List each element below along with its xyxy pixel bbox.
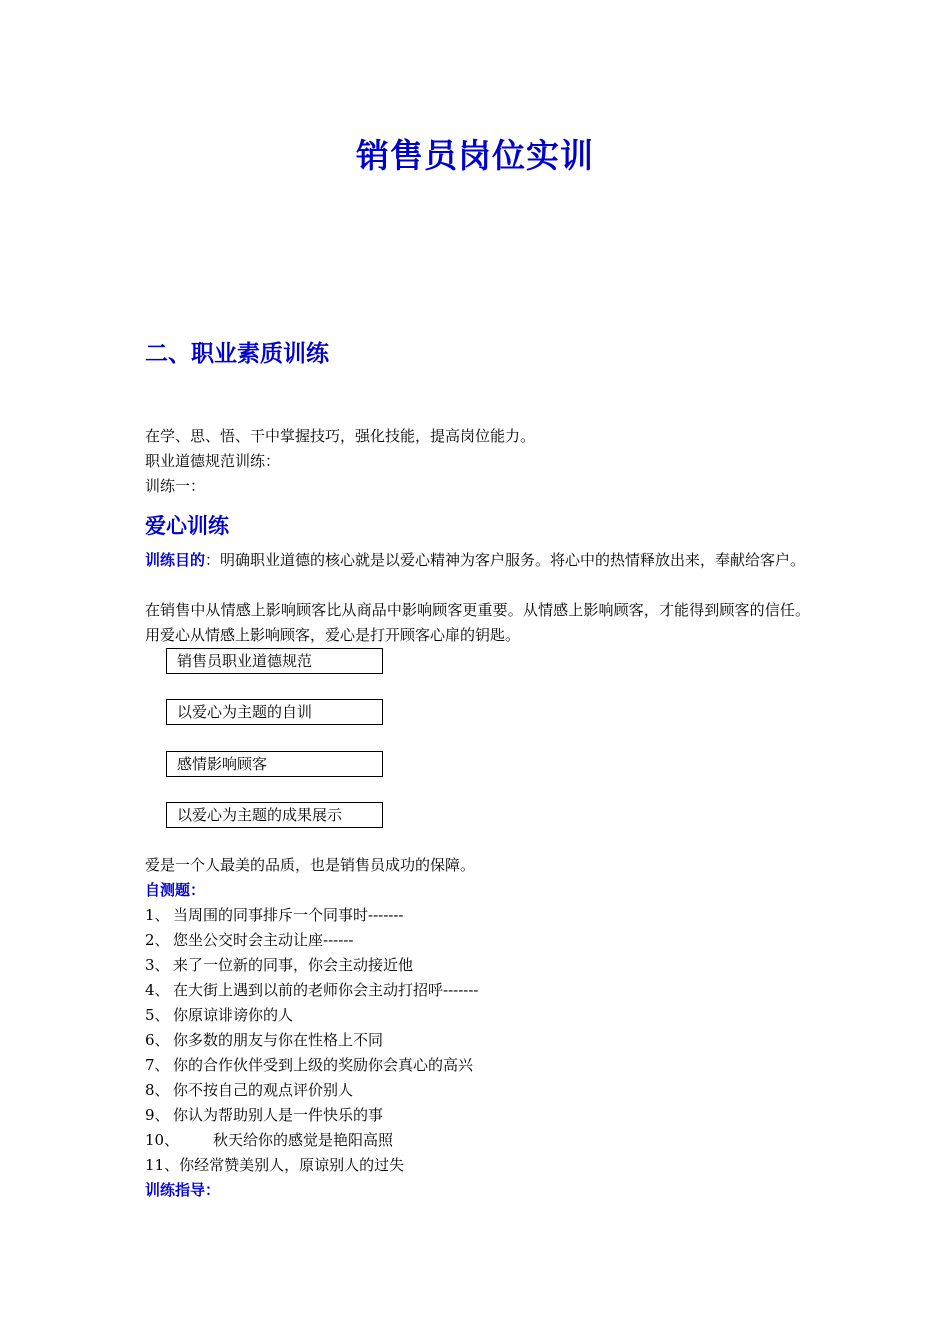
flow-box: 以爱心为主题的自训 <box>166 699 383 725</box>
purpose-paragraph <box>145 548 810 573</box>
question-item <box>145 978 478 1003</box>
sub-heading: 爱心训练 <box>145 514 229 538</box>
question-text: 在大街上遇到以前的老师你会主动打招呼------- <box>173 981 479 999</box>
purpose-text: 明确职业道德的核心就是以爱心精神为客户服务。将心中的热情释放出来，奉献给客户。 <box>220 551 806 569</box>
question-text: 你多数的朋友与你在性格上不同 <box>173 1031 384 1049</box>
question-item <box>145 1128 393 1153</box>
question-text: 你的合作伙伴受到上级的奖励你会真心的高兴 <box>173 1056 474 1074</box>
document-title: 销售员岗位实训 <box>356 136 594 175</box>
question-text: 秋天给你的感觉是艳阳高照 <box>213 1131 394 1149</box>
question-text: 你经常赞美别人，原谅别人的过失 <box>179 1156 405 1174</box>
question-item <box>145 1003 293 1028</box>
flow-box: 感情影响顾客 <box>166 751 383 777</box>
question-item <box>145 1053 473 1078</box>
question-number: 8、 <box>145 1081 170 1099</box>
purpose-colon: ： <box>205 551 221 569</box>
self-test-label-text: 自测题： <box>145 881 206 899</box>
question-number: 10、 <box>145 1131 180 1149</box>
question-text: 你原谅诽谤你的人 <box>173 1006 294 1024</box>
question-text: 来了一位新的同事，你会主动接近他 <box>173 956 414 974</box>
question-text: 你不按自己的观点评价别人 <box>173 1081 354 1099</box>
self-test-label <box>145 878 205 903</box>
guidance-label-text: 训练指导： <box>145 1181 221 1199</box>
question-number: 3、 <box>145 956 170 974</box>
question-item <box>145 903 403 928</box>
question-item <box>145 928 353 953</box>
question-number: 1、 <box>145 906 170 924</box>
intro-line: 在学、思、悟、干中掌握技巧，强化技能，提高岗位能力。 <box>145 427 536 445</box>
question-number: 5、 <box>145 1006 170 1024</box>
question-number: 4、 <box>145 981 170 999</box>
guidance-label <box>145 1178 220 1203</box>
question-text: 你认为帮助别人是一件快乐的事 <box>173 1106 384 1124</box>
intro-line: 训练一： <box>145 477 206 495</box>
question-number: 7、 <box>145 1056 170 1074</box>
question-number: 6、 <box>145 1031 170 1049</box>
question-text: 当周围的同事排斥一个同事时------- <box>173 906 404 924</box>
question-item <box>145 1028 383 1053</box>
question-text: 您坐公交时会主动让座------ <box>173 931 354 949</box>
question-item <box>145 1153 404 1178</box>
question-number: 11、 <box>145 1156 180 1174</box>
flow-box: 销售员职业道德规范 <box>166 648 383 674</box>
question-item <box>145 1078 353 1103</box>
section-heading: 二、职业素质训练 <box>145 341 329 367</box>
flow-box: 以爱心为主题的成果展示 <box>166 802 383 828</box>
question-number: 2、 <box>145 931 170 949</box>
question-item <box>145 1103 383 1128</box>
body-paragraph: 在销售中从情感上影响顾客比从商品中影响顾客更重要。从情感上影响顾客，才能得到顾客的信任。用爱心从情感上影响顾客，爱心是打开顾客心扉的钥匙。 <box>145 601 810 644</box>
question-item <box>145 953 413 978</box>
question-number: 9、 <box>145 1106 170 1124</box>
intro-line: 职业道德规范训练： <box>145 452 281 470</box>
love-line: 爱是一个人最美的品质，也是销售员成功的保障。 <box>145 856 476 874</box>
purpose-label: 训练目的 <box>145 551 206 569</box>
